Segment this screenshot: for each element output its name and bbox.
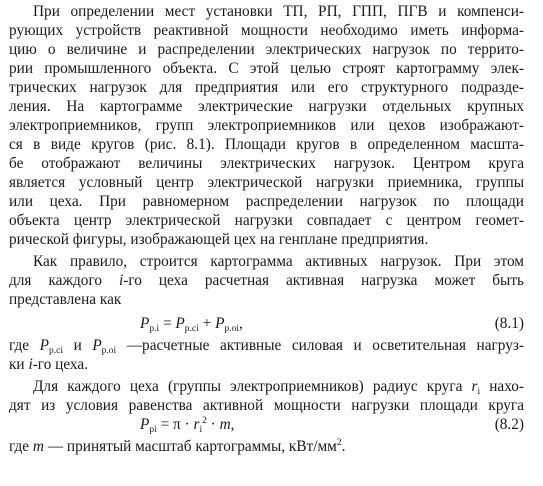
text-line	[9, 355, 524, 374]
subscript: i	[477, 387, 481, 397]
symbol: P	[39, 337, 50, 354]
text-line: электроприемников, групп электроприемников или цехов изображают-	[9, 117, 524, 134]
text-fragment: ки	[9, 356, 25, 373]
text-line: дят из условия равенства активной мощности нагрузки площади круга	[9, 397, 524, 414]
equation-8-2	[140, 415, 235, 434]
text-line	[9, 336, 524, 355]
text-line	[9, 437, 524, 456]
text-fragment: где	[9, 438, 30, 455]
equation-number: (8.1)	[494, 315, 524, 332]
superscript: 2	[202, 416, 207, 426]
symbol: r	[193, 416, 200, 433]
text-line: Как правило, строится картограмма активных нагрузок. При этом	[33, 253, 524, 270]
operator: ·	[210, 416, 216, 433]
text-fragment: и	[73, 337, 82, 354]
text-line: ления. На картограмме электрические нагрузки отдельных крупных	[9, 98, 524, 115]
text-fragment: -го цеха.	[32, 356, 88, 373]
subscript: i	[199, 425, 203, 435]
operator: = π ·	[160, 416, 190, 433]
subscript: p.i	[149, 324, 160, 334]
text-fragment: — принятый масштаб картограммы, кВт/мм	[47, 438, 337, 455]
text-line: цию о величине и распределении электрических нагрузок по террито-	[9, 41, 524, 58]
symbol: P	[175, 315, 185, 332]
text-fragment: -го цеха расчетная активная нагрузка может быть	[123, 272, 524, 289]
punctuation: ,	[230, 416, 235, 433]
text-fragment: —расчетные активные силовая и осветительная нагруз-	[126, 337, 525, 354]
text-fragment: Для каждого цеха (группы электроприемников) радиус круга	[33, 378, 463, 395]
text-line: рии промышленного объекта. С этой целью строят картограмму элек-	[9, 60, 524, 77]
text-line	[9, 271, 524, 290]
text-fragment: для каждого	[9, 272, 102, 289]
text-fragment: где	[9, 337, 30, 354]
text-line: представлена как	[9, 291, 122, 308]
symbol: P	[92, 337, 102, 354]
text-line: трических нагрузок для предприятия или его структурного подразде-	[9, 79, 524, 96]
text-fragment: нахо-	[489, 378, 525, 395]
text-line: рической фигуры, изображающей цех на генплане предприятия.	[9, 231, 429, 248]
equation-8-1	[140, 314, 243, 333]
symbol: P	[140, 315, 150, 332]
text-line: При определении мест установки ТП, РП, ГПП, ПГВ и компенси-	[33, 3, 524, 20]
text-line: ся в виде кругов (рис. 8.1). Площади кругов в определенном масшта-	[9, 136, 524, 153]
subscript: p.ci	[49, 346, 63, 356]
subscript: pi	[149, 425, 157, 435]
equation-number: (8.2)	[494, 416, 524, 433]
operator: +	[202, 315, 212, 332]
subscript: p.oi	[224, 324, 239, 334]
punctuation: ,	[238, 315, 243, 332]
symbol: P	[140, 416, 150, 433]
variable-i: i	[28, 356, 33, 373]
punctuation: .	[341, 438, 346, 455]
superscript: 2	[336, 438, 342, 448]
symbol: P	[215, 315, 225, 332]
text-line: бе отображают величины электрических нагрузок. Центром круга	[9, 155, 524, 172]
subscript: p.oi	[101, 346, 117, 356]
text-line: является условный центр электрической нагрузки приемника, группы	[9, 174, 524, 191]
variable-r: r	[471, 378, 478, 395]
text-line: объекта центр электрической нагрузки совпадает с центром геомет-	[9, 212, 524, 229]
symbol: m	[32, 438, 44, 455]
text-line: рующих устройств реактивной мощности необходимо иметь информа-	[9, 22, 524, 39]
text-line	[33, 377, 524, 396]
subscript: p.ci	[184, 324, 199, 334]
symbol: m	[219, 416, 231, 433]
text-line: или цеха. При равномерном распределении нагрузок по площади	[9, 193, 524, 210]
operator: =	[162, 315, 172, 332]
variable-i: i	[118, 272, 124, 289]
